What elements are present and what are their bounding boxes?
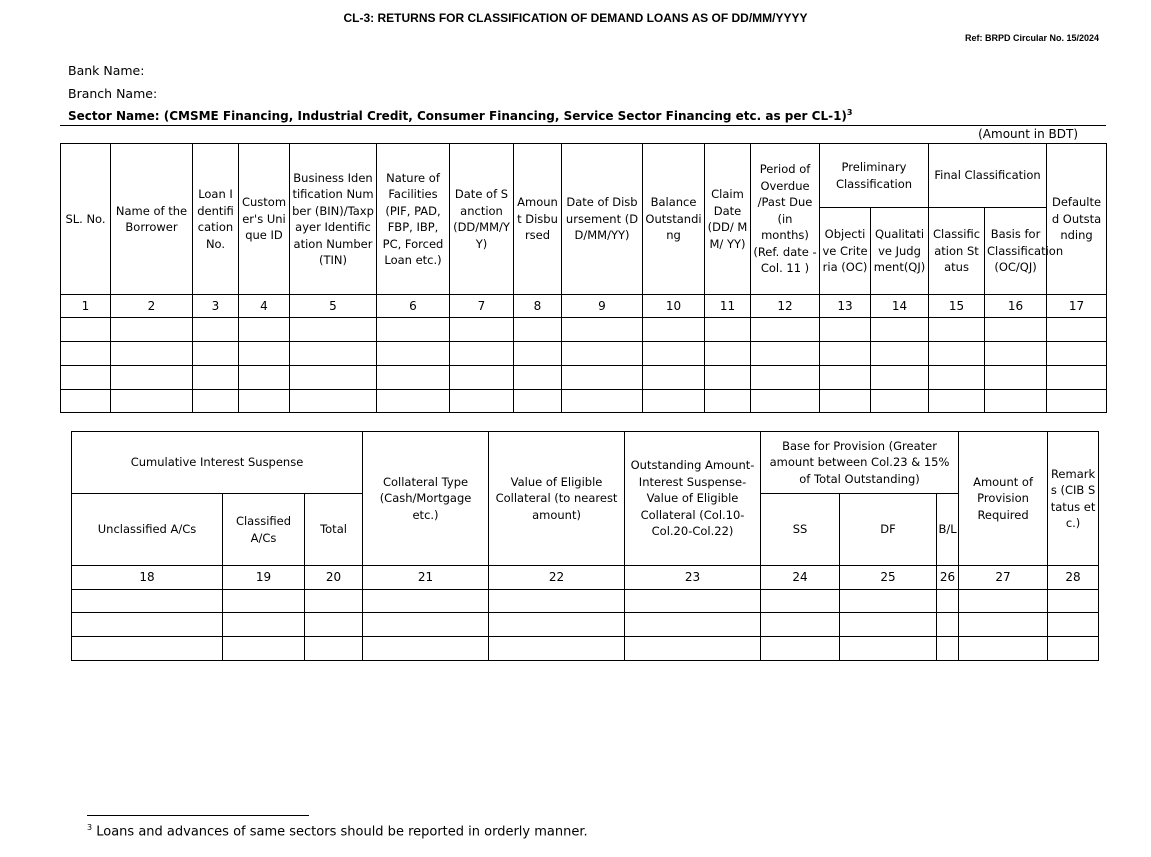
col-num-4: 4 [239,295,290,318]
header-final-classification: Final Classification [929,144,1047,208]
blank-cell [61,390,111,413]
sector-name-text: Sector Name: (CMSME Financing, Industrial Credit, Consumer Financing, Service Sector Financing etc. as per CL-1) [68,109,847,123]
col-num-7: 7 [450,295,514,318]
header-customer-id: Customer's Unique ID [239,144,290,295]
header-borrower-name: Name of the Borrower [111,144,193,295]
header-sl-no: SL. No. [61,144,111,295]
col-num-1: 1 [61,295,111,318]
header-balance-outstanding: Balance Outstanding [643,144,705,295]
table-row [61,318,1107,342]
table-row [61,366,1107,390]
footnote-separator [87,815,309,816]
col-num-2: 2 [111,295,193,318]
col-num-24: 24 [761,566,840,590]
sector-footnote-mark: 3 [846,108,853,117]
col-num-11: 11 [705,295,751,318]
bank-name-label: Bank Name: [68,63,145,78]
col-num-21: 21 [363,566,489,590]
col-num-16: 16 [985,295,1047,318]
provision-table [71,431,1099,661]
table-row [72,637,1099,661]
header-sanction-date: Date of Sanction (DD/MM/YY) [450,144,514,295]
table-row [72,590,1099,613]
header-base-for-provision: Base for Provision (Greater amount between Col.23 & 15% of Total Outstanding) [761,432,959,494]
col-num-22: 22 [489,566,625,590]
table-row [72,613,1099,637]
header-defaulted-outstanding: Defaulted Outstanding [1047,144,1107,295]
page-title: CL-3: RETURNS FOR CLASSIFICATION OF DEMAND LOANS AS OF DD/MM/YYYY [343,11,808,25]
header-bin-tin: Business Identification Number (BIN)/Taxpayer Identification Number (TIN) [290,144,377,295]
header-classification-basis: Basis for Classification (OC/QJ) [985,208,1047,295]
header-nature-of-facilities: Nature of Facilities (PIF, PAD, FBP, IBP, PC, Forced Loan etc.) [377,144,450,295]
branch-name-label: Branch Name: [68,86,158,101]
col-num-20: 20 [305,566,363,590]
header-unclassified-acs: Unclassified A/Cs [72,494,223,566]
header-ss: SS [761,494,840,566]
column-number-row [61,295,1107,318]
col-num-12: 12 [751,295,820,318]
sector-name-label [68,108,852,123]
col-num-9: 9 [562,295,643,318]
header-outstanding-net-amount: Outstanding Amount-Interest Suspense-Value of Eligible Collateral (Col.10-Col.20-Col.22) [625,432,761,566]
col-num-17: 17 [1047,295,1107,318]
col-num-15: 15 [929,295,985,318]
header-collateral-type: Collateral Type (Cash/Mortgage etc.) [363,432,489,566]
col-num-18: 18 [72,566,223,590]
header-bl: B/L [937,494,959,566]
header-overdue-period: Period of Overdue /Past Due (in months) (Ref. date - Col. 11 ) [751,144,820,295]
col-num-26: 26 [937,566,959,590]
header-cumulative-interest-suspense: Cumulative Interest Suspense [72,432,363,494]
column-number-row [72,566,1099,590]
footnote [87,823,588,839]
header-preliminary-classification: Preliminary Classification [820,144,929,208]
col-num-6: 6 [377,295,450,318]
sector-underline [60,125,1106,126]
blank-cell [61,318,111,342]
col-num-3: 3 [193,295,239,318]
blank-cell [72,613,223,637]
header-total: Total [305,494,363,566]
col-num-25: 25 [840,566,937,590]
blank-cell [61,366,111,390]
col-num-28: 28 [1048,566,1099,590]
header-eligible-collateral-value: Value of Eligible Collateral (to nearest amount) [489,432,625,566]
header-disbursement-date: Date of Disbursement (DD/MM/YY) [562,144,643,295]
header-loan-id: Loan Identification No. [193,144,239,295]
col-num-10: 10 [643,295,705,318]
amount-unit-note: (Amount in BDT) [978,127,1078,141]
table-row [61,390,1107,413]
footnote-text: Loans and advances of same sectors should be reported in orderly manner. [96,824,588,840]
footnote-mark: 3 [87,823,93,832]
header-classified-acs: Classified A/Cs [223,494,305,566]
circular-reference: Ref: BRPD Circular No. 15/2024 [964,33,1099,43]
blank-cell [61,342,111,366]
table-row [61,342,1107,366]
col-num-19: 19 [223,566,305,590]
col-num-8: 8 [514,295,562,318]
blank-cell [72,637,223,661]
header-classification-status: Classification Status [929,208,985,295]
classification-table [60,143,1107,413]
header-remarks: Remarks (CIB Status etc.) [1048,432,1099,566]
header-qualitative-judgment: Qualitative Judgment(QJ) [871,208,929,295]
header-amount-disbursed: Amount Disbursed [514,144,562,295]
col-num-5: 5 [290,295,377,318]
header-df: DF [840,494,937,566]
header-objective-criteria: Objective Criteria (OC) [820,208,871,295]
col-num-13: 13 [820,295,871,318]
col-num-27: 27 [959,566,1048,590]
header-claim-date: Claim Date (DD/ MM/ YY) [705,144,751,295]
col-num-14: 14 [871,295,929,318]
blank-cell [72,590,223,613]
header-provision-required: Amount of Provision Required [959,432,1048,566]
col-num-23: 23 [625,566,761,590]
